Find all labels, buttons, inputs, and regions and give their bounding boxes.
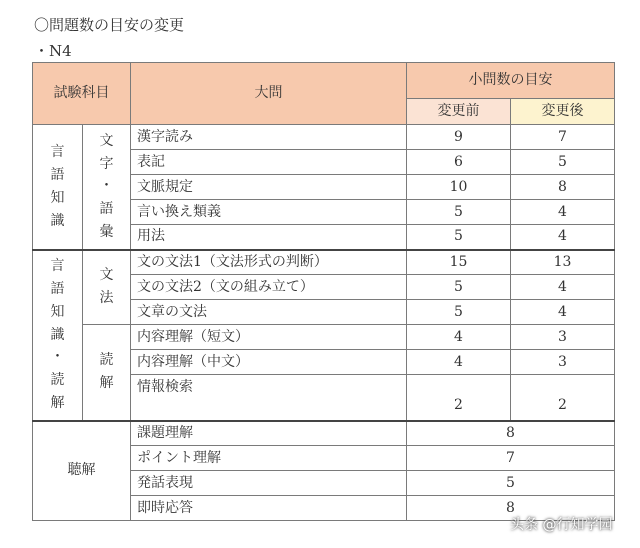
table-row-after: 4 bbox=[511, 225, 615, 250]
table-row-after: 4 bbox=[511, 275, 615, 300]
table-row-after: 4 bbox=[511, 300, 615, 325]
level-label: ・N4 bbox=[34, 42, 72, 60]
table-row-after: 8 bbox=[511, 175, 615, 200]
table-row-label: 用法 bbox=[131, 225, 407, 250]
group-chokai: 聴解 bbox=[33, 421, 131, 521]
watermark: 头条 @行知学园 bbox=[510, 517, 613, 533]
table-row-value: 8 bbox=[407, 496, 615, 521]
table-row-before: 15 bbox=[407, 250, 511, 275]
table-row-before: 4 bbox=[407, 350, 511, 375]
question-count-table bbox=[32, 62, 615, 521]
header-shomon: 小問数の目安 bbox=[407, 63, 615, 99]
group-moji-goi: 文 字 ・ 語 彙 bbox=[83, 125, 131, 250]
table-row-after: 2 bbox=[511, 375, 615, 421]
table-row-label: 文の文法2（文の組み立て） bbox=[131, 275, 407, 300]
table-row-label: 文章の文法 bbox=[131, 300, 407, 325]
table-row-label: 発話表現 bbox=[131, 471, 407, 496]
table-row-label: 情報検索 bbox=[131, 375, 407, 421]
table-row-label: 即時応答 bbox=[131, 496, 407, 521]
table-row-value: 8 bbox=[407, 421, 615, 446]
table-row-after: 7 bbox=[511, 125, 615, 150]
group-gengo-dokkai: 言 語 知 識 ・ 読 解 bbox=[33, 250, 83, 421]
table-row-label: 内容理解（短文） bbox=[131, 325, 407, 350]
table-row-label: 言い換え類義 bbox=[131, 200, 407, 225]
table-row-before: 2 bbox=[407, 375, 511, 421]
table-row-before: 5 bbox=[407, 300, 511, 325]
header-subject: 試験科目 bbox=[33, 63, 131, 125]
table-row-value: 5 bbox=[407, 471, 615, 496]
table-row-label: 表記 bbox=[131, 150, 407, 175]
header-daimon: 大問 bbox=[131, 63, 407, 125]
table-row-before: 4 bbox=[407, 325, 511, 350]
table-row-label: 漢字読み bbox=[131, 125, 407, 150]
table-row-after: 13 bbox=[511, 250, 615, 275]
table-row-before: 6 bbox=[407, 150, 511, 175]
table-row-label: 課題理解 bbox=[131, 421, 407, 446]
group-dokkai: 読 解 bbox=[83, 325, 131, 421]
table-row-before: 9 bbox=[407, 125, 511, 150]
table-row-before: 10 bbox=[407, 175, 511, 200]
table-row-label: 内容理解（中文） bbox=[131, 350, 407, 375]
table-row-label: ポイント理解 bbox=[131, 446, 407, 471]
table-row-label: 文の文法1（文法形式の判断） bbox=[131, 250, 407, 275]
table-row-after: 3 bbox=[511, 350, 615, 375]
header-after: 変更後 bbox=[511, 99, 615, 125]
table-row-value: 7 bbox=[407, 446, 615, 471]
page-heading: 〇問題数の目安の変更 bbox=[34, 16, 185, 34]
table-row-after: 4 bbox=[511, 200, 615, 225]
table-row-after: 5 bbox=[511, 150, 615, 175]
header-before: 変更前 bbox=[407, 99, 511, 125]
group-bunpo: 文 法 bbox=[83, 250, 131, 325]
table-row-after: 3 bbox=[511, 325, 615, 350]
table-row-before: 5 bbox=[407, 275, 511, 300]
table-row-label: 文脈規定 bbox=[131, 175, 407, 200]
group-gengo-chishiki: 言 語 知 識 bbox=[33, 125, 83, 250]
table-row-before: 5 bbox=[407, 200, 511, 225]
table-row-before: 5 bbox=[407, 225, 511, 250]
